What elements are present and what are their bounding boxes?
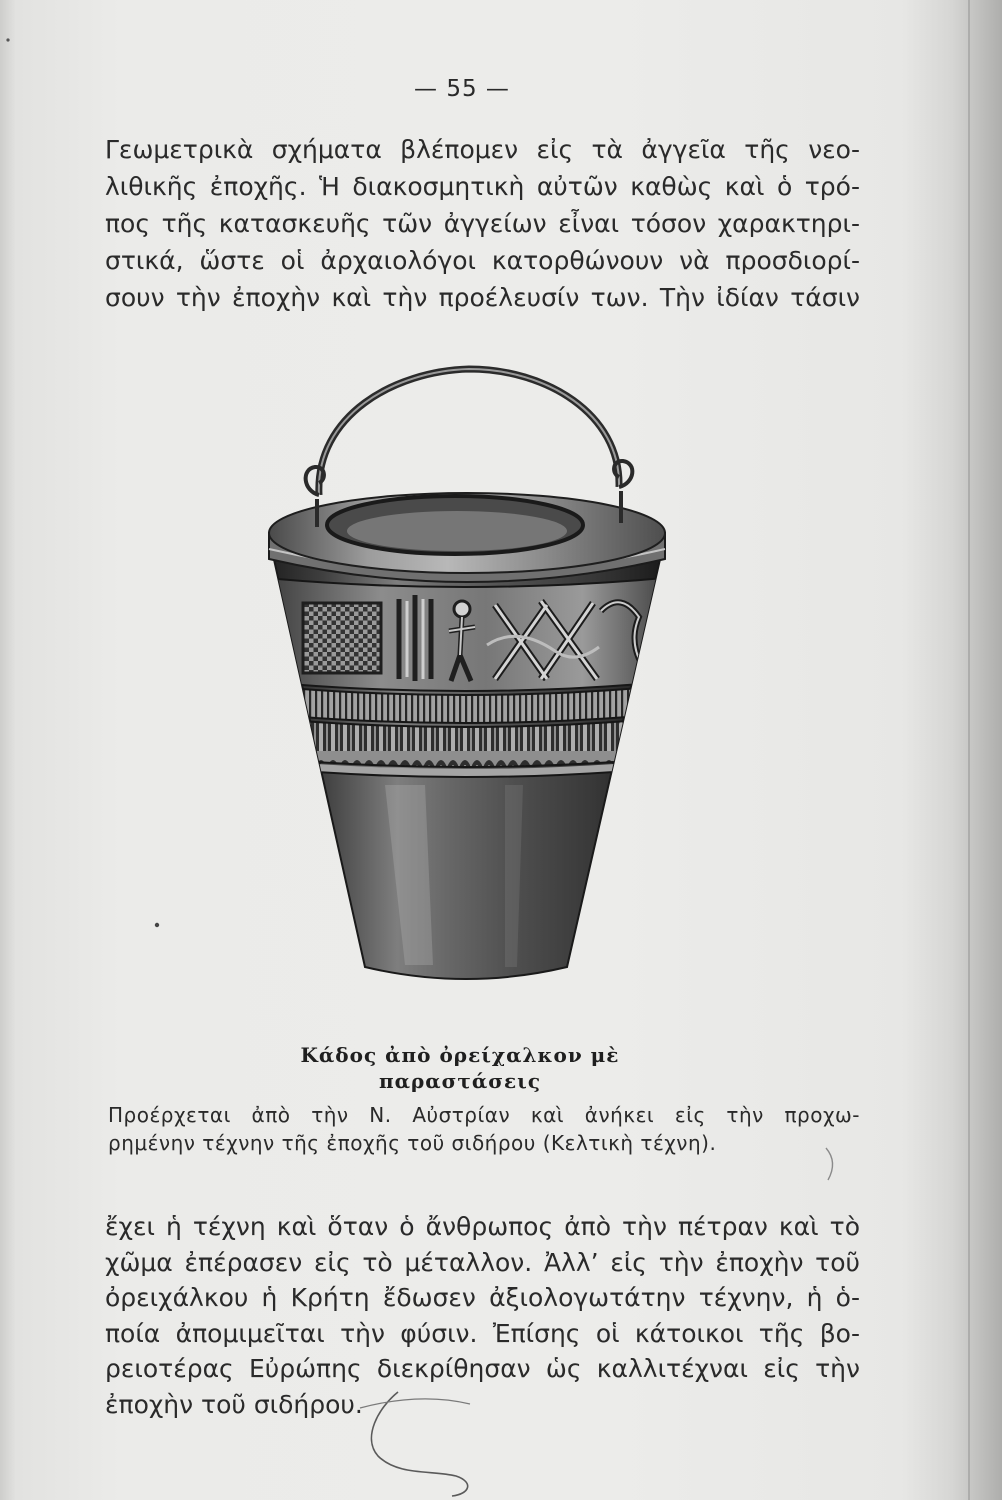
paragraph-1-line: Γεωμετρικὰ σχήματα βλέπομεν εἰς τὰ ἀγγεῖα τῆς νεο-	[105, 135, 860, 164]
figure-description	[108, 1101, 860, 1157]
paragraph-1-line: πος τῆς κατασκευῆς τῶν ἀγγείων εἶναι τόσον χαρακτηρι-	[105, 209, 860, 238]
figure-description-line: ρημένην τέχνην τῆς ἐποχῆς τοῦ σιδήρου (Κελτικὴ τέχνη).	[108, 1131, 717, 1155]
bucket-drawing	[255, 355, 675, 1015]
paragraph-2-line: ὀρειχάλκου ἡ Κρήτη ἔδωσεν ἀξιολογωτάτην τέχνην, ἡ ὁ-	[105, 1283, 860, 1312]
ink-dot	[155, 923, 159, 927]
figure-caption: Κάδος ἀπὸ ὀρείχαλκον μὲ παραστάσεις	[300, 1043, 620, 1093]
paragraph-2-line: ρειοτέρας Εὐρώπης διεκρίθησαν ὡς καλλιτέχναι εἰς τὴν	[105, 1354, 860, 1383]
bronze-bucket-illustration	[255, 355, 675, 1015]
bucket-handle	[319, 369, 619, 495]
paragraph-1-line: λιθικῆς ἐποχῆς. Ἡ διακοσμητικὴ αὐτῶν καθὼς καὶ ὁ τρό-	[105, 172, 860, 201]
bucket-interior	[347, 511, 567, 551]
paragraph-1	[105, 131, 860, 316]
paragraph-2-line: ἐποχὴν τοῦ σιδήρου.	[105, 1389, 363, 1419]
margin-dot	[6, 38, 9, 41]
page-edge-shadow	[968, 0, 970, 1500]
paragraph-2-line: ἔχει ἡ τέχνη καὶ ὅταν ὁ ἄνθρωπος ἀπὸ τὴν πέτραν καὶ τὸ	[105, 1212, 860, 1241]
paragraph-2	[105, 1209, 860, 1422]
paragraph-1-line: στικά, ὥστε οἱ ἀρχαιολόγοι κατορθώνουν νὰ προσδιορί-	[105, 246, 860, 275]
paragraph-2-line: χῶμα ἐπέρασεν εἰς τὸ μέταλλον. Ἀλλ’ εἰς τὴν ἐποχὴν τοῦ	[105, 1247, 860, 1277]
figure-description-line: Προέρχεται ἀπὸ τὴν Ν. Αὐστρίαν καὶ ἀνήκει εἰς τὴν προχω-	[108, 1103, 860, 1127]
paragraph-2-line: ποία ἀπομιμεῖται τὴν φύσιν. Ἐπίσης οἱ κάτοικοι τῆς βο-	[105, 1318, 860, 1348]
page-number: — 55 —	[414, 76, 510, 102]
paragraph-1-line: σουν τὴν ἐποχὴν καὶ τὴν προέλευσίν των. Τὴν ἰδίαν τάσιν	[105, 283, 860, 312]
